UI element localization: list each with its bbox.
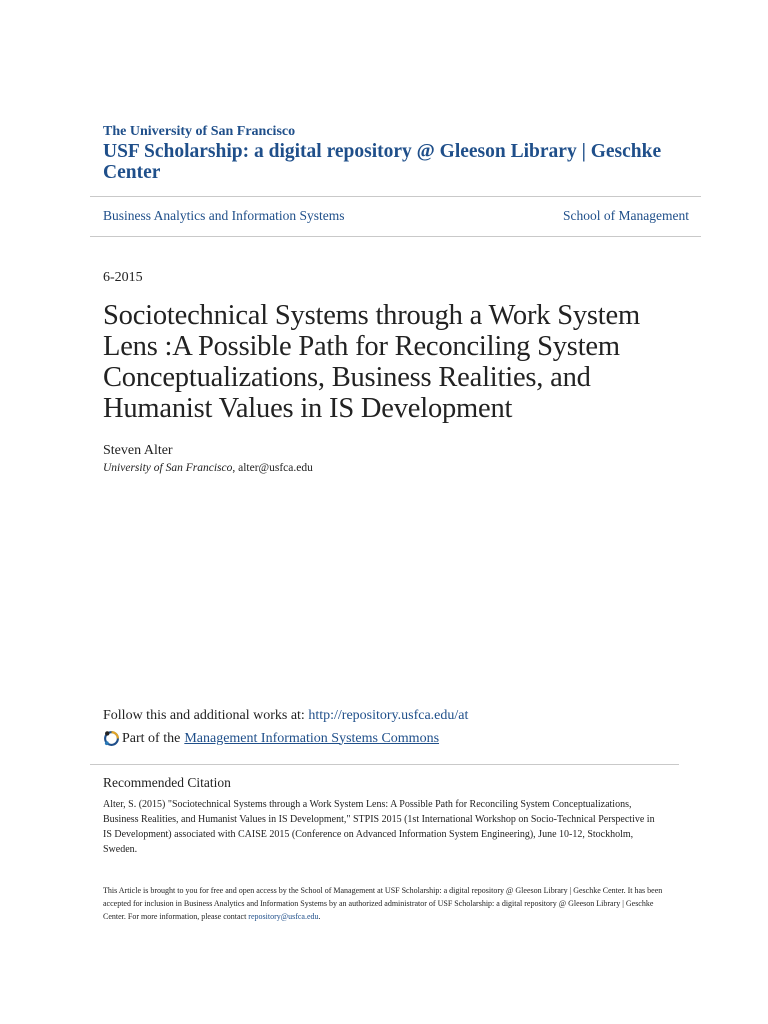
follow-prefix: Follow this and additional works at: [103, 708, 309, 723]
contact-email-link[interactable]: repository@usfca.edu [248, 912, 319, 921]
citation-body: Alter, S. (2015) "Sociotechnical Systems through a Work System Lens: A Possible Path for Reconciling System Conceptualizations, Business Realities, and Humanist Values in IS Development," STPIS 2015 (1st International Workshop on Socio-Technical Perspective in IS Development) associated with CAISE 2015 (Conference on Advanced Information System Engineering), June 10-12, Stockholm, Sweden. [103, 799, 655, 855]
divider-citation [90, 764, 679, 765]
part-of-line [103, 730, 439, 747]
divider-top [90, 196, 701, 197]
affiliation-email: , alter@usfca.edu [232, 462, 313, 474]
repository-url-link[interactable]: http://repository.usfca.edu/at [308, 708, 469, 723]
follow-line [103, 708, 468, 724]
footer-notice [103, 884, 673, 923]
publication-date: 6-2015 [103, 270, 143, 285]
divider-nav [90, 236, 701, 237]
article-title: Sociotechnical Systems through a Work System Lens :A Possible Path for Reconciling System Conceptualizations, Business Realities, and Humanist Values in IS Development [103, 300, 640, 424]
repository-name[interactable]: USF Scholarship: a digital repository @ Gleeson Library | Geschke Center [103, 141, 662, 183]
author-affiliation [103, 462, 313, 474]
footer-end: . [318, 912, 321, 921]
citation-heading: Recommended Citation [103, 775, 231, 790]
part-of-prefix: Part of the [122, 730, 181, 746]
author-name: Steven Alter [103, 443, 173, 458]
affiliation-institution: University of San Francisco [103, 462, 233, 474]
school-link[interactable]: School of Management [563, 208, 689, 223]
footer-text: This Article is brought to you for free and open access by the School of Management at USF Scholarship: a digital repository @ Gleeson Library | Geschke Center. It has been accepted for inclusion in Business Analytics and Information Systems by an authorized administrator of USF Scholarship: a digital repository @ Gleeson Library | Geschke Center. For more information, please contact [103, 886, 663, 921]
university-name[interactable]: The University of San Francisco [103, 124, 296, 139]
network-commons-icon [103, 730, 120, 747]
commons-link[interactable]: Management Information Systems Commons [184, 730, 440, 746]
department-link[interactable]: Business Analytics and Information Systems [103, 208, 345, 223]
